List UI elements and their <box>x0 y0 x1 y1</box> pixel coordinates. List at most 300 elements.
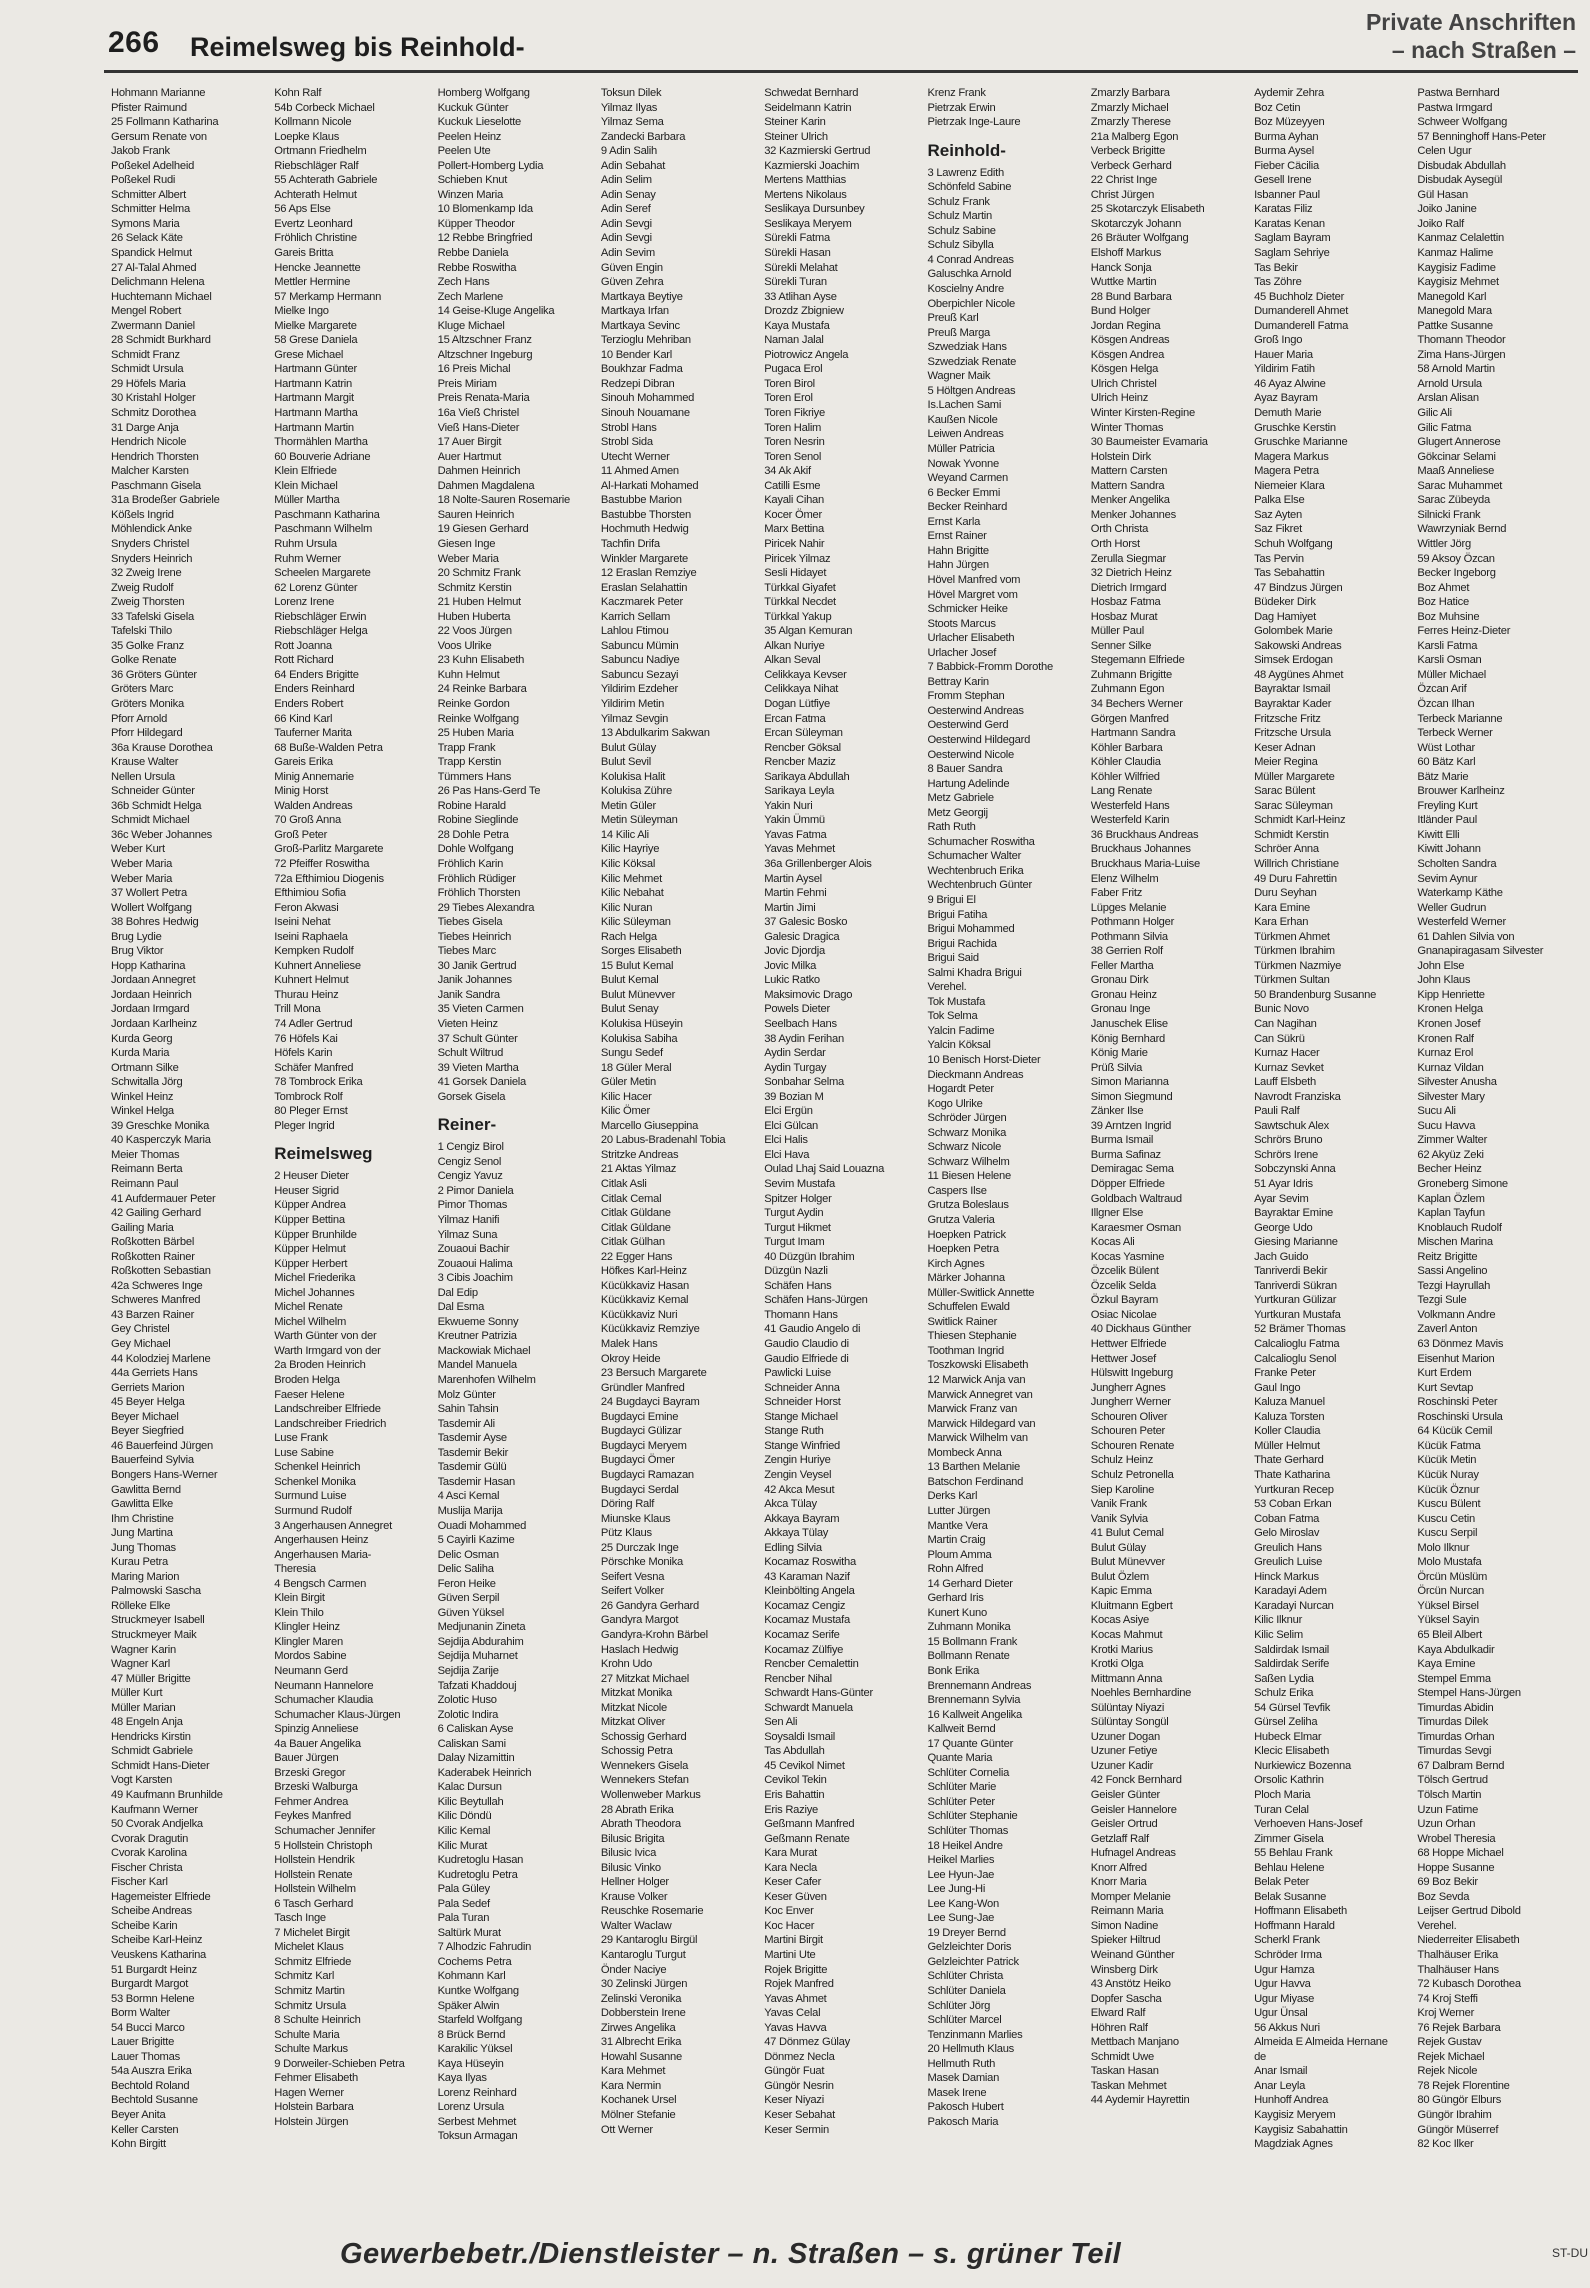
directory-entry: 60 Bätz Karl <box>1417 756 1476 769</box>
directory-entry: Warth Günter von der <box>274 1330 377 1343</box>
directory-entry: 37 Schult Günter <box>437 1032 518 1045</box>
directory-entry: Wagner Karin <box>111 1643 176 1656</box>
directory-entry: Magdziak Agnes <box>1254 2138 1333 2151</box>
directory-entry: Paschmann Gisela <box>111 479 201 492</box>
directory-entry: Toksun Dilek <box>600 87 662 99</box>
directory-entry: Mackowiak Michael <box>437 1344 531 1357</box>
directory-entry: Karrich Sellam <box>600 610 671 623</box>
directory-entry: Bayraktar Ismail <box>1254 683 1331 696</box>
directory-entry: Derks Karl <box>927 1490 978 1503</box>
directory-entry: 22 Christ Inge <box>1090 174 1157 187</box>
directory-entry: Greulich Luise <box>1254 1556 1323 1569</box>
directory-entry: Kollmann Nicole <box>274 116 352 129</box>
directory-entry: Hartmann Martha <box>274 407 358 420</box>
directory-entry: Zandecki Barbara <box>600 130 686 143</box>
directory-entry: Schulz Sibylla <box>927 239 994 252</box>
directory-entry: Wittler Jörg <box>1417 537 1471 550</box>
directory-entry: Tas Zöhre <box>1254 276 1302 289</box>
directory-entry: Bugdayci Serdal <box>600 1483 679 1496</box>
directory-entry: Kluge Michael <box>437 319 505 332</box>
directory-column <box>271 86 434 2208</box>
directory-entry: Martkaya Irfan <box>600 305 669 318</box>
directory-entry: 38 Aydin Ferihan <box>764 1032 844 1045</box>
directory-entry: Nurkiewicz Bozenna <box>1254 1759 1351 1772</box>
directory-entry: Quante Maria <box>927 1752 993 1765</box>
directory-entry: Köhler Barbara <box>1090 741 1163 754</box>
directory-entry: 13 Abdulkarim Sakwan <box>600 727 710 740</box>
directory-entry: Krotki Marius <box>1090 1643 1153 1656</box>
directory-entry: Kocamaz Cengiz <box>764 1599 846 1612</box>
directory-entry: Schwedat Bernhard <box>764 87 859 99</box>
directory-entry: Alkan Seval <box>764 654 821 667</box>
directory-entry: Sinouh Nouamane <box>600 407 690 420</box>
directory-entry: 36a Grillenberger Alois <box>764 857 872 870</box>
directory-entry: Kocamaz Roswitha <box>764 1556 856 1569</box>
directory-entry: Alkan Nuriye <box>764 639 825 652</box>
directory-entry: Brigui Mohammed <box>927 923 1015 936</box>
directory-entry: Pollert-Homberg Lydia <box>437 159 544 172</box>
directory-entry: Szwedziak Renate <box>927 355 1017 368</box>
directory-entry: Spitzer Holger <box>764 1192 832 1205</box>
directory-entry: Schlüter Daniela <box>927 1985 1006 1997</box>
directory-entry: Ernst Rainer <box>927 530 987 543</box>
directory-entry: Saz Fikret <box>1254 523 1302 536</box>
directory-entry: Kolukisa Halit <box>600 770 666 783</box>
directory-entry: Roßkotten Bärbel <box>111 1236 195 1249</box>
directory-entry: Kronen Josef <box>1417 1018 1481 1030</box>
directory-entry: Riebschläger Erwin <box>274 610 367 623</box>
directory-entry: Steiner Karin <box>764 116 826 129</box>
directory-entry: Tiebes Gisela <box>437 916 503 929</box>
directory-entry: Dopfer Sascha <box>1090 1992 1162 2005</box>
directory-entry: Köhler Claudia <box>1090 756 1161 769</box>
directory-entry: Späker Alwin <box>437 1999 500 2012</box>
directory-entry: Saßen Lydia <box>1254 1672 1314 1685</box>
directory-entry: 65 Bleil Albert <box>1417 1628 1483 1641</box>
directory-entry: 11 Biesen Helene <box>927 1170 1011 1183</box>
directory-entry: 18 Heikel Andre <box>927 1839 1003 1852</box>
directory-entry: Marenhofen Wilhelm <box>437 1374 536 1387</box>
directory-entry: Müller Helmut <box>1254 1439 1320 1452</box>
directory-entry: Burma Ismail <box>1090 1134 1154 1147</box>
directory-entry: Oberpichler Nicole <box>927 297 1016 310</box>
directory-entry: Karakilic Yüksel <box>437 2043 513 2056</box>
directory-entry: Gailing Maria <box>111 1221 174 1234</box>
directory-entry: Piricek Nahir <box>764 537 825 550</box>
directory-entry: Schmitter Albert <box>111 188 186 201</box>
directory-entry: Gandyra Margot <box>600 1614 679 1627</box>
directory-entry: Celikkaya Kevser <box>764 668 847 681</box>
directory-entry: Kreutner Patrizia <box>437 1330 517 1343</box>
directory-entry: Hubeck Elmar <box>1254 1730 1322 1743</box>
directory-entry: Zerulla Siegmar <box>1090 552 1166 565</box>
directory-entry: 36c Weber Johannes <box>111 828 213 841</box>
directory-entry: Höfels Karin <box>274 1047 333 1060</box>
directory-entry: Toren Halim <box>764 421 822 434</box>
directory-entry: Lorenz Irene <box>274 596 335 609</box>
directory-entry: Kaluza Torsten <box>1254 1410 1325 1423</box>
directory-entry: Menker Johannes <box>1090 508 1176 521</box>
directory-entry: 7 Alhodzic Fahrudin <box>437 1941 532 1954</box>
directory-entry: Winkler Margarete <box>600 552 689 565</box>
directory-entry: Ugur Miyase <box>1254 1992 1315 2005</box>
directory-entry: Hartmann Günter <box>274 363 357 376</box>
directory-entry: 51 Ayar Idris <box>1254 1178 1313 1191</box>
directory-entry: 25 Skotarczyk Elisabeth <box>1090 203 1205 216</box>
directory-entry: 18 Güler Meral <box>600 1061 672 1074</box>
directory-entry: Hellner Holger <box>600 1876 669 1889</box>
directory-entry: Maaß Anneliese <box>1417 465 1495 478</box>
directory-entry: Dahmen Magdalena <box>437 479 535 492</box>
directory-entry: Thormählen Martha <box>274 436 368 449</box>
directory-entry: Geisler Günter <box>1090 1788 1161 1801</box>
directory-entry: Kiwitt Elli <box>1417 828 1460 841</box>
directory-entry: Simsek Erdogan <box>1254 654 1333 667</box>
directory-entry: Borm Walter <box>111 2007 170 2020</box>
directory-entry: Kilic Nebahat <box>600 887 664 900</box>
directory-entry: Zolotic Huso <box>437 1694 497 1707</box>
directory-entry: Gröters Monika <box>111 697 184 710</box>
directory-entry: 33 Atlihan Ayse <box>764 290 837 303</box>
directory-entry: Pugaca Erol <box>764 363 823 376</box>
directory-entry: Fromm Stephan <box>927 690 1005 703</box>
directory-entry: Roßkotten Rainer <box>111 1250 195 1263</box>
directory-entry: Goldbach Waltraud <box>1090 1192 1182 1205</box>
directory-entry: Huchtemann Michael <box>111 290 212 303</box>
directory-entry: Ruhm Ursula <box>274 537 337 550</box>
directory-entry: Kudretoglu Petra <box>437 1868 518 1881</box>
directory-entry: Gey Michael <box>111 1338 171 1351</box>
directory-entry: 49 Duru Fahrettin <box>1254 872 1337 885</box>
directory-entry: 70 Groß Anna <box>274 814 341 827</box>
directory-entry: Kolukisa Zühre <box>600 785 673 798</box>
directory-entry: Kaygisiz Fadime <box>1417 261 1496 274</box>
directory-entry: Seslikaya Dursunbey <box>764 203 865 216</box>
directory-entry: Akca Tülay <box>764 1498 817 1511</box>
directory-entry: Luse Sabine <box>274 1446 334 1459</box>
directory-entry: Altzschner Ingeburg <box>437 348 533 361</box>
directory-entry: Ulrich Christel <box>1090 377 1157 390</box>
directory-entry: Gröters Marc <box>111 683 174 696</box>
directory-entry: Bruckhaus Johannes <box>1090 843 1191 856</box>
directory-entry: Hövel Manfred vom <box>927 573 1021 586</box>
directory-entry: Kösgen Andreas <box>1090 334 1170 347</box>
directory-entry: Pakosch Hubert <box>927 2101 1004 2114</box>
directory-entry: Tasch Inge <box>274 1912 326 1925</box>
directory-entry: Boz Müzeyyen <box>1254 116 1325 129</box>
directory-entry: Knoblauch Rudolf <box>1417 1221 1502 1234</box>
directory-entry: Adin Selim <box>600 174 652 187</box>
directory-entry: Kronen Ralf <box>1417 1032 1474 1045</box>
directory-entry: Thate Katharina <box>1254 1468 1330 1481</box>
directory-entry: Krotki Olga <box>1090 1658 1144 1671</box>
directory-entry: 22 Voos Jürgen <box>437 625 512 638</box>
directory-entry: Sarikaya Abdullah <box>764 770 850 783</box>
directory-entry: Pothmann Silvia <box>1090 930 1168 943</box>
directory-entry: Bugdayci Emine <box>600 1410 679 1423</box>
directory-entry: Bugdayci Ömer <box>600 1454 675 1467</box>
directory-entry: Scheelen Margarete <box>274 567 371 580</box>
section-label-line1: Private Anschriften <box>1365 9 1576 35</box>
directory-entry: Müller Michael <box>1417 668 1486 681</box>
directory-entry: Preuß Karl <box>927 312 979 325</box>
directory-entry: Gey Christel <box>111 1323 170 1336</box>
directory-entry: Lee Sung-Jae <box>927 1912 995 1925</box>
directory-entry: Boz Cetin <box>1254 101 1301 114</box>
directory-entry: 20 Labus-Bradenahl Tobia <box>600 1134 726 1147</box>
directory-entry: Thurau Heinz <box>274 988 339 1001</box>
directory-entry: 7 Babbick-Fromm Dorothe <box>927 661 1053 674</box>
directory-entry: Manegold Karl <box>1417 290 1487 303</box>
directory-entry: Kaplan Özlem <box>1417 1192 1485 1205</box>
directory-entry: 55 Behlau Frank <box>1254 1847 1333 1860</box>
directory-entry: Hövel Margret vom <box>927 588 1018 601</box>
directory-entry: Delichmann Helena <box>111 276 205 289</box>
directory-entry: 16 Kallweit Angelika <box>927 1708 1022 1721</box>
directory-entry: 36a Krause Dorothea <box>111 741 213 754</box>
directory-entry: Kempken Rudolf <box>274 945 354 958</box>
directory-entry: Yavas Ahmet <box>764 1992 827 2005</box>
directory-entry: Ercan Fatma <box>764 712 826 725</box>
directory-entry: Uzun Orhan <box>1417 1818 1476 1831</box>
directory-entry: Oesterwind Andreas <box>927 704 1024 717</box>
directory-entry: 43 Barzen Rainer <box>111 1308 195 1321</box>
directory-entry: Giesing Marianne <box>1254 1236 1338 1249</box>
directory-entry: Taskan Mehmet <box>1090 2079 1167 2092</box>
directory-entry: Schmitz Kerstin <box>437 581 512 594</box>
directory-entry: Schönfeld Sabine <box>927 181 1012 194</box>
directory-entry: Rojek Manfred <box>764 1978 834 1991</box>
directory-entry: Fieber Cäcilia <box>1254 159 1319 172</box>
directory-entry: Kilic Döndü <box>437 1810 492 1823</box>
directory-entry: Özcelik Bülent <box>1090 1265 1159 1278</box>
directory-entry: Brennemann Sylvia <box>927 1694 1021 1707</box>
directory-entry: Magera Petra <box>1254 465 1319 478</box>
directory-entry: 82 Koc Ilker <box>1417 2138 1474 2151</box>
directory-entry: Kuntke Wolfgang <box>437 1985 519 1997</box>
directory-entry: Metin Güler <box>600 799 656 812</box>
directory-entry: Stempel Hans-Jürgen <box>1417 1687 1521 1700</box>
directory-entry: Feron Akwasi <box>274 901 339 914</box>
directory-entry: Is.Lachen Sami <box>927 399 1002 412</box>
directory-entry: Rohn Alfred <box>927 1563 984 1576</box>
directory-entry: 27 Mitzkat Michael <box>600 1672 690 1685</box>
directory-entry: 47 Müller Brigitte <box>111 1672 191 1685</box>
directory-entry: Heuser Sigrid <box>274 1184 339 1197</box>
directory-entry: Tanriverdi Bekir <box>1254 1265 1328 1278</box>
directory-entry: Magera Markus <box>1254 450 1329 463</box>
directory-entry: Boz Sevda <box>1417 1890 1470 1903</box>
directory-entry: Symons Maria <box>111 217 180 230</box>
directory-entry: Joiko Janine <box>1417 203 1477 216</box>
directory-entry: 54 Bucci Marco <box>111 2021 185 2034</box>
directory-entry: Ekwueme Sonny <box>437 1315 519 1328</box>
directory-entry: Küpper Theodor <box>437 217 515 230</box>
directory-entry: Aydin Turgay <box>764 1061 827 1074</box>
directory-entry: Kara Nermin <box>600 2079 661 2092</box>
directory-entry: Schröder Jürgen <box>927 1112 1007 1125</box>
directory-entry: Hencke Jeannette <box>274 261 361 274</box>
directory-entry: Evertz Leonhard <box>274 217 353 230</box>
directory-entry: Illgner Else <box>1090 1207 1144 1220</box>
directory-entry: Pala Turan <box>437 1912 490 1925</box>
directory-entry: Yurtkuran Mustafa <box>1254 1308 1341 1321</box>
directory-entry: Huben Huberta <box>437 610 511 623</box>
directory-entry: Siep Karoline <box>1090 1483 1155 1496</box>
directory-entry: Dogan Lütfiye <box>764 697 830 710</box>
directory-entry: Sülüntay Niyazi <box>1090 1701 1165 1714</box>
directory-entry: Kaderabek Heinrich <box>437 1766 532 1779</box>
directory-entry: Elward Ralf <box>1090 2007 1146 2020</box>
directory-entry: Kaufmann Werner <box>111 1803 198 1816</box>
directory-entry: Riebschläger Ralf <box>274 159 359 172</box>
directory-entry: 35 Algan Kemuran <box>764 625 853 638</box>
directory-entry: Kaluza Manuel <box>1254 1396 1325 1409</box>
directory-entry: Bätz Marie <box>1417 770 1469 783</box>
directory-entry: Metz Gabriele <box>927 792 994 805</box>
directory-entry: Jovic Djordja <box>764 945 825 958</box>
directory-entry: Citlak Gülhan <box>600 1236 665 1249</box>
directory-entry: Höfkes Karl-Heinz <box>600 1265 687 1278</box>
directory-entry: Oesterwind Gerd <box>927 719 1009 732</box>
directory-entry: Keser Niyazi <box>764 2094 824 2107</box>
directory-entry: Turgut Imam <box>764 1236 825 1249</box>
directory-entry: Weber Maria <box>437 552 499 565</box>
directory-entry: Kaya Emine <box>1417 1658 1476 1671</box>
directory-entry: 14 Geise-Kluge Angelika <box>437 305 555 318</box>
directory-entry: Keser Adnan <box>1254 741 1316 754</box>
directory-entry: Michel Renate <box>274 1301 343 1314</box>
directory-entry: Kurt Sevtap <box>1417 1381 1474 1394</box>
directory-entry: Pattke Susanne <box>1417 319 1493 332</box>
directory-entry: Schenkel Monika <box>274 1475 356 1488</box>
directory-entry: 6 Tasch Gerhard <box>274 1897 354 1910</box>
directory-entry: Szwedziak Hans <box>927 341 1007 354</box>
directory-entry: Nellen Ursula <box>111 770 175 783</box>
directory-entry: Kuhnert Helmut <box>274 974 349 987</box>
directory-entry: 15 Bollmann Frank <box>927 1635 1018 1648</box>
directory-entry: Tümmers Hans <box>437 770 512 783</box>
directory-entry: Thalhäuser Hans <box>1417 1963 1499 1976</box>
directory-entry: 26 Bräuter Wolfgang <box>1090 232 1189 245</box>
directory-entry: Kocas Mahmut <box>1090 1628 1163 1641</box>
directory-entry: Klingler Heinz <box>274 1621 340 1634</box>
directory-entry: 28 Bund Barbara <box>1090 290 1172 303</box>
directory-entry: Scheibe Andreas <box>111 1905 192 1918</box>
directory-entry: Roschinski Ursula <box>1417 1410 1503 1423</box>
directory-entry: Schmitz Dorothea <box>111 407 196 420</box>
directory-entry: Gaudio Claudio di <box>764 1338 849 1351</box>
directory-entry: Schulte Maria <box>274 2028 340 2041</box>
page-header <box>0 0 1590 74</box>
street-heading: Reinhold- <box>927 140 1006 160</box>
directory-entry: Tas Abdullah <box>764 1745 825 1758</box>
directory-entry: Landschreiber Friedrich <box>274 1417 387 1430</box>
directory-entry: 26 Pas Hans-Gerd Te <box>437 785 541 798</box>
directory-entry: Kocamaz Serife <box>764 1628 840 1641</box>
directory-entry: Jakob Frank <box>111 145 170 158</box>
street-heading: Reimelsweg <box>274 1144 373 1164</box>
directory-entry: Citlak Güldane <box>600 1207 671 1220</box>
directory-entry: Zengin Veysel <box>764 1468 832 1481</box>
directory-entry: Hettwer Elfriede <box>1090 1338 1167 1351</box>
directory-entry: Hellmuth Ruth <box>927 2057 996 2070</box>
directory-entry: Kücük Öznur <box>1417 1483 1480 1496</box>
directory-entry: 36 Gröters Günter <box>111 668 197 681</box>
directory-entry: 10 Bender Karl <box>600 348 673 361</box>
directory-entry: Hendrich Thorsten <box>111 450 199 463</box>
directory-entry: Sülüntay Songül <box>1090 1716 1169 1729</box>
directory-entry: Mitzkat Monika <box>600 1687 672 1700</box>
directory-entry: Tas Sebahattin <box>1254 567 1325 580</box>
directory-entry: Burgardt Margot <box>111 1978 189 1991</box>
directory-entry: Schlüter Christa <box>927 1970 1004 1983</box>
directory-entry: Yalcin Köksal <box>927 1039 991 1052</box>
directory-entry: Schlüter Thomas <box>927 1824 1009 1837</box>
directory-entry: Beyer Anita <box>111 2109 166 2122</box>
directory-entry: Mertens Nikolaus <box>764 188 847 201</box>
directory-entry: Bettray Karin <box>927 675 989 688</box>
directory-entry: Tasdemir Bekir <box>437 1446 509 1459</box>
directory-entry: Noehles Bernhardine <box>1090 1687 1192 1700</box>
directory-entry: Jordaan Karlheinz <box>111 1018 197 1030</box>
directory-column <box>598 86 761 2208</box>
directory-entry: Palmowski Sascha <box>111 1585 201 1598</box>
directory-entry: Serbest Mehmet <box>437 2115 517 2128</box>
directory-entry: Oesterwind Hildegard <box>927 733 1031 746</box>
directory-entry: 43 Anstötz Heiko <box>1090 1978 1171 1991</box>
directory-entry: 44a Gerriets Hans <box>111 1367 198 1380</box>
directory-entry: Thomann Theodor <box>1417 334 1506 347</box>
directory-entry: 30 Baumeister Evamaria <box>1090 436 1208 449</box>
directory-entry: Kipp Henriette <box>1417 988 1485 1001</box>
directory-entry: Gürsel Zeliha <box>1254 1716 1318 1729</box>
directory-entry: Holstein Dirk <box>1090 450 1151 463</box>
directory-entry: Gronau Heinz <box>1090 988 1157 1001</box>
directory-entry: Schulz Heinz <box>1090 1454 1154 1467</box>
directory-entry: Holstein Barbara <box>274 2101 354 2114</box>
directory-entry: Toren Fikriye <box>764 407 825 420</box>
directory-entry: John Else <box>1417 959 1465 972</box>
directory-entry: Boz Hatice <box>1417 596 1469 609</box>
directory-entry: Kocamaz Mustafa <box>764 1614 850 1627</box>
directory-entry: Mielke Margarete <box>274 319 357 332</box>
page-footer <box>0 2232 1590 2288</box>
directory-entry: 25 Follmann Katharina <box>111 116 219 129</box>
directory-entry: Broden Helga <box>274 1374 340 1387</box>
directory-entry: Niemeier Klara <box>1254 479 1325 492</box>
directory-entry: Schweer Wolfgang <box>1417 116 1508 129</box>
directory-entry: Kurnaz Hacer <box>1254 1047 1320 1060</box>
directory-entry: Hartmann Katrin <box>274 377 353 390</box>
directory-entry: Zirwes Angelika <box>600 2021 676 2034</box>
directory-entry: Brzeski Gregor <box>274 1766 346 1779</box>
directory-entry: Ernst Karla <box>927 515 981 528</box>
directory-entry: Bugdayci Meryem <box>600 1439 687 1452</box>
directory-entry: Schwarz Wilhelm <box>927 1155 1010 1168</box>
directory-entry: 7 Michelet Birgit <box>274 1926 350 1939</box>
directory-columns <box>108 86 1578 2208</box>
directory-entry: Can Nagihan <box>1254 1018 1317 1030</box>
directory-entry: 3 Lawrenz Edith <box>927 166 1004 179</box>
directory-entry: Güngör Fuat <box>764 2065 825 2078</box>
directory-entry: Molo Mustafa <box>1417 1556 1482 1569</box>
directory-entry: Zmarzly Barbara <box>1090 87 1170 99</box>
directory-entry: 39 Vieten Martha <box>437 1061 519 1074</box>
directory-entry: Elci Ergün <box>764 1105 813 1118</box>
directory-entry: Fehmer Andrea <box>274 1795 349 1808</box>
directory-entry: Vieß Hans-Dieter <box>437 421 520 434</box>
